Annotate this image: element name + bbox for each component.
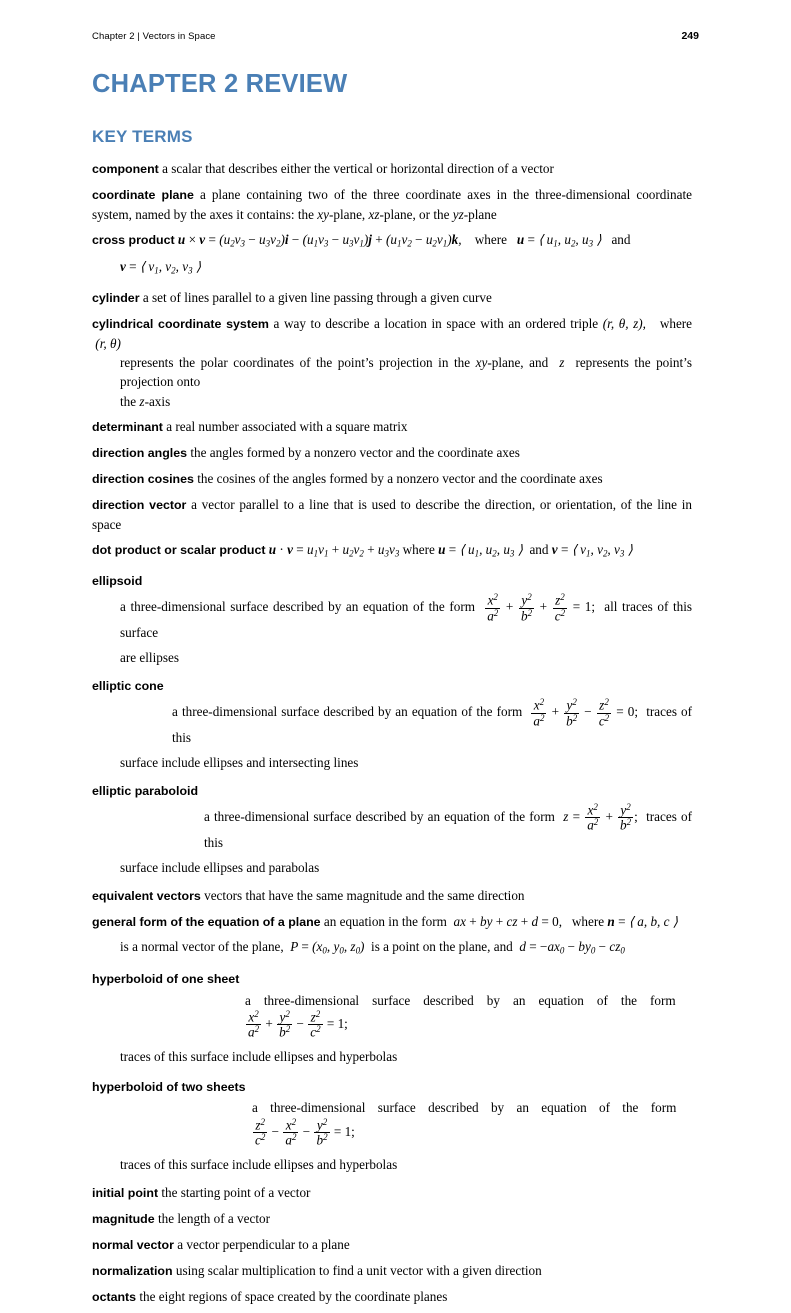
page-title: CHAPTER 2 REVIEW <box>92 70 348 98</box>
term-definition-cont: surface include ellipses and parabolas <box>120 859 320 875</box>
term-entry <box>92 288 692 308</box>
term-name: normalization <box>92 1264 173 1279</box>
term-definition: a three-dimensional surface described by an equation of the form $\frac{x^2}{a^2}$ + $\frac{y^2}{b^2}$ − $\frac{z^2}{c^2}$ = 1; <box>245 992 692 1040</box>
term-entry <box>92 781 692 877</box>
term-name: magnitude <box>92 1212 155 1227</box>
term-definition-cont: surface include ellipses and intersecting lines <box>120 754 359 770</box>
term-name: cylinder <box>92 291 140 306</box>
term-name: coordinate plane <box>92 187 194 202</box>
term-definition: the length of a vector <box>157 1211 271 1227</box>
term-name: initial point <box>92 1186 159 1201</box>
term-definition: a real number associated with a square matrix <box>166 418 408 434</box>
term-definition: a set of lines parallel to a given line passing through a given curve <box>142 290 492 306</box>
term-definition: a three-dimensional surface described by an equation of the form $\frac{x^2}{a^2}$ + $\frac{y^2}{b^2}$ − $\frac{z^2}{c^2}$ = 0; traces of this <box>172 697 693 745</box>
term-entry <box>92 230 692 277</box>
term-definition: the starting point of a vector <box>161 1185 311 1201</box>
term-entry <box>92 571 692 667</box>
term-entry <box>92 969 692 1067</box>
term-name: cross product <box>92 233 175 248</box>
term-entry <box>92 1077 692 1175</box>
term-name: component <box>92 162 159 176</box>
term-entry <box>92 495 692 534</box>
page-content <box>92 70 692 1313</box>
section-heading-key-terms: KEY TERMS <box>92 127 193 146</box>
term-name: elliptic cone <box>92 679 164 694</box>
term-definition: using scalar multiplication to find a unit vector with a given direction <box>175 1263 542 1279</box>
term-entry <box>92 1287 692 1307</box>
term-name: dot product or scalar product <box>92 542 266 557</box>
term-name: cylindrical coordinate system <box>92 317 269 332</box>
term-definition: $u \times v = (u_2v_3 - u_3v_2)i - (u_1v_3 - u_3v_1)j + (u_1v_2 - u_2v_1)k$, where u = ⟨ $u_1$, $u_2$, $u_3$ ⟩ and v = ⟨ $v_1$, $v_2$, $v_3$ ⟩ <box>120 232 631 276</box>
term-definition: the cosines of the angles formed by a nonzero vector and the coordinate axes <box>197 470 603 486</box>
term-entry <box>92 1261 692 1281</box>
term-name: hyperboloid of one sheet <box>92 971 240 986</box>
term-name: octants <box>92 1290 137 1305</box>
term-entry <box>92 540 692 561</box>
term-definition: the eight regions of space created by the coordinate planes <box>139 1289 448 1305</box>
term-name: direction angles <box>92 445 188 460</box>
term-name: normal vector <box>92 1238 174 1253</box>
term-name: hyperboloid of two sheets <box>92 1079 246 1094</box>
term-definition: a three-dimensional surface described by an equation of the form z = $\frac{x^2}{a^2}$ + $\frac{y^2}{b^2}$ ; traces of this <box>204 802 693 850</box>
term-name: direction cosines <box>92 471 194 486</box>
term-definition: a plane containing two of the three coordinate axes in the three-dimensional coordinate system, named by the axes it contains: the xy-plane, xz-plane, or the yz-plane <box>92 186 692 222</box>
term-entry <box>92 417 692 437</box>
term-definition: a three-dimensional surface described by an equation of the form $\frac{z^2}{c^2}$ − $\frac{x^2}{a^2}$ − $\frac{y^2}{b^2}$ = 1; <box>252 1100 692 1148</box>
term-definition-cont: traces of this surface include ellipses and hyperbolas <box>120 1049 398 1065</box>
term-name: ellipsoid <box>92 574 143 589</box>
term-entry <box>92 159 692 179</box>
term-entry <box>92 1183 692 1203</box>
term-definition: a vector parallel to a line that is used to describe the direction, or orientation, of the line in space <box>92 496 692 532</box>
term-name: equivalent vectors <box>92 889 201 904</box>
term-entry <box>92 1209 692 1229</box>
term-entry <box>92 185 692 224</box>
term-entry <box>92 912 692 957</box>
term-definition-cont: traces of this surface include ellipses and hyperbolas <box>120 1157 398 1173</box>
term-name: general form of the equation of a plane <box>92 915 321 930</box>
term-definition: vectors that have the same magnitude and the same direction <box>204 888 525 904</box>
term-entry <box>92 676 692 772</box>
term-entry <box>92 1235 692 1255</box>
term-definition: a way to describe a location in space with an ordered triple (r, θ, z), where (r, θ) represents the polar coordinates of the point’s projection in the xy-plane, and z represents the point’s projection onto the z-axis <box>92 316 693 409</box>
term-definition: the angles formed by a nonzero vector and the coordinate axes <box>190 444 520 460</box>
page-header <box>92 30 699 42</box>
term-entry <box>92 443 692 463</box>
header-chapter-label: Chapter 2 | Vectors in Space <box>92 31 216 42</box>
term-name: determinant <box>92 419 163 434</box>
term-entry <box>92 886 692 906</box>
term-definition-cont: are ellipses <box>120 650 179 666</box>
term-name: direction vector <box>92 497 187 512</box>
term-entry <box>92 469 692 489</box>
term-definition: a three-dimensional surface described by an equation of the form $\frac{x^2}{a^2}$ + $\frac{y^2}{b^2}$ + $\frac{z^2}{c^2}$ = 1; all traces of this surface <box>120 592 693 640</box>
term-definition: $u \cdot v = u_1v_1 + u_2v_2 + u_3v_3$ where u = ⟨ $u_1$, $u_2$, $u_3$ ⟩ and v = ⟨ $v_1$, $v_2$, $v_3$ ⟩ <box>268 541 633 559</box>
term-definition: a scalar that describes either the vertical or horizontal direction of a vector <box>162 161 554 176</box>
term-definition: a vector perpendicular to a plane <box>177 1237 350 1253</box>
term-name: elliptic paraboloid <box>92 784 199 799</box>
term-entry <box>92 314 692 411</box>
term-definition: an equation in the form ax + by + cz + d = 0, where n = ⟨ a, b, c ⟩ is a normal vector of the plane, $P = (x_0$, $y_0$, $z_0$) is a point on the plane, and $d = -ax_0 - by_0 - cz_0$ <box>120 914 678 956</box>
header-page-number: 249 <box>681 30 699 42</box>
